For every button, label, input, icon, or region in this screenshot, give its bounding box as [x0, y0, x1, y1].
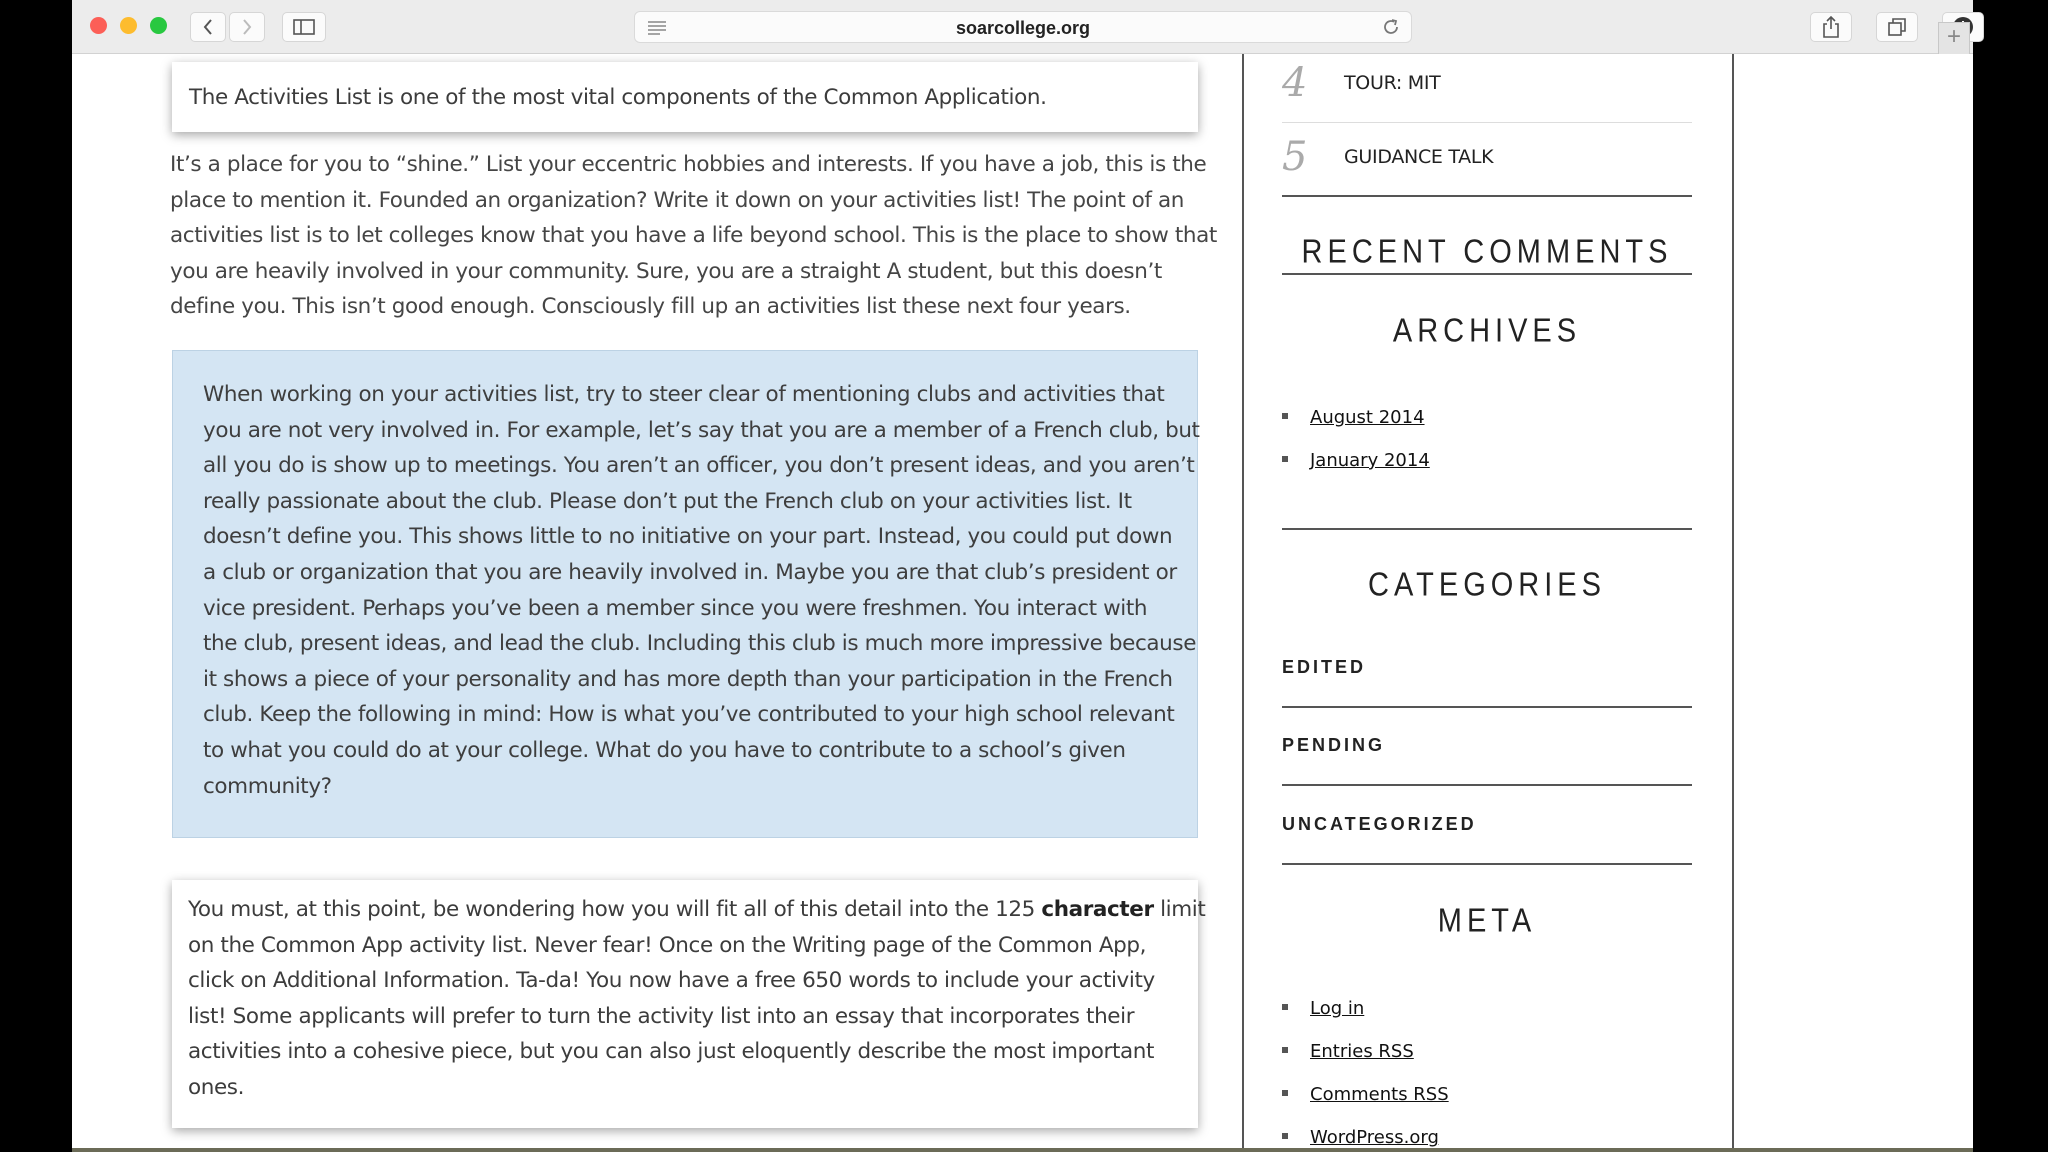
paragraph-line: place to mention it. Founded an organization? Write it down on your activities list! The point of an [170, 187, 1185, 213]
category-link[interactable]: UNCATEGORIZED [1282, 814, 1477, 834]
tip-box [172, 350, 1198, 838]
divider [1282, 273, 1692, 275]
popular-post-title[interactable]: GUIDANCE TALK [1344, 146, 1494, 168]
tip-line: really passionate about the club. Please don’t put the French club on your activities list. It [203, 488, 1132, 514]
tabs-icon [1887, 17, 1907, 37]
tip-line: When working on your activities list, try to steer clear of mentioning clubs and activities that [203, 382, 1165, 407]
popular-post-number: 4 [1282, 60, 1308, 106]
category-link[interactable]: EDITED [1282, 657, 1367, 677]
archive-link-item [1282, 450, 1430, 471]
callout-line: on the Common App activity list. Never fear! Once on the Writing page of the Common App, [188, 932, 1147, 958]
new-tab-button[interactable]: + [1938, 22, 1970, 54]
archive-link[interactable]: January 2014 [1310, 450, 1430, 471]
intro-callout [172, 62, 1198, 132]
tip-line: it shows a piece of your personality and has more depth than your participation in the French [203, 666, 1173, 692]
tip-line: club. Keep the following in mind: How is what you’ve contributed to your high school relevant [203, 702, 1175, 728]
tip-line: to what you could do at your college. What do you have to contribute to a school’s given [203, 737, 1126, 763]
browser-toolbar [72, 0, 1973, 54]
callout-line: click on Additional Information. Ta-da! You now have a free 650 words to include your activity [188, 968, 1155, 994]
paragraph-line: activities list is to let colleges know that you have a life beyond school. This is the place to show that [170, 223, 1217, 249]
bullet [1282, 1047, 1288, 1053]
divider [1282, 784, 1692, 786]
popular-post-number: 5 [1282, 134, 1308, 180]
zoom-window-button[interactable] [150, 17, 167, 34]
callout-bold-word: character [1041, 897, 1154, 922]
meta-link[interactable]: Log in [1310, 998, 1365, 1019]
callout-text: You must, at this point, be wondering how you will fit all of this detail into the 125 [188, 897, 1042, 922]
bottom-edge [72, 1148, 1973, 1152]
divider [1282, 195, 1692, 197]
url-text: soarcollege.org [955, 18, 1091, 38]
callout-line: ones. [188, 1074, 245, 1100]
meta-link-item [1282, 1041, 1414, 1062]
close-window-button[interactable] [90, 17, 107, 34]
bullet [1282, 1090, 1288, 1096]
callout-line [188, 892, 1206, 928]
archive-link[interactable]: August 2014 [1310, 407, 1425, 428]
tip-line: vice president. Perhaps you’ve been a member since you were freshmen. You interact with [203, 595, 1148, 621]
sidebar-toggle-button[interactable] [282, 12, 326, 42]
popular-post-item[interactable] [1282, 128, 1692, 202]
tip-line: a club or organization that you are heavily involved in. Maybe you are that club’s president or [203, 559, 1177, 585]
divider [1282, 122, 1692, 123]
bullet [1282, 456, 1288, 462]
callout-text: limit [1153, 897, 1206, 922]
paragraph-line: It’s a place for you to “shine.” List your eccentric hobbies and interests. If you have a job, this is the [170, 152, 1207, 177]
tip-line: community? [203, 773, 332, 799]
share-button[interactable] [1810, 12, 1852, 42]
divider [1282, 863, 1692, 865]
minimize-window-button[interactable] [120, 17, 137, 34]
sidebar-divider [1242, 54, 1244, 1148]
bullet [1282, 413, 1288, 419]
tip-line: doesn’t define you. This shows little to no initiative on your part. Instead, you could put down [203, 524, 1173, 550]
share-icon [1822, 16, 1840, 38]
meta-link-item [1282, 1127, 1439, 1148]
chevron-right-icon [241, 18, 253, 36]
article-content [170, 54, 1217, 1148]
archives-heading: ARCHIVES [1392, 312, 1582, 350]
paragraph-line: define you. This isn’t good enough. Consciously fill up an activities list these next four years. [170, 294, 1131, 320]
meta-link-item [1282, 998, 1364, 1019]
tabs-overview-button[interactable] [1876, 12, 1918, 42]
categories-heading: CATEGORIES [1368, 566, 1606, 604]
meta-heading: META [1437, 902, 1537, 940]
bullet [1282, 1004, 1288, 1010]
tip-line: the club, present ideas, and lead the club. Including this club is much more impressive because [203, 631, 1197, 657]
sidebar [1282, 54, 1692, 1148]
intro-callout-text: The Activities List is one of the most vital components of the Common Application. [189, 85, 1047, 110]
meta-link-item [1282, 1084, 1449, 1105]
paragraph-line: you are heavily involved in your community. Sure, you are a straight A student, but this doesn’t [170, 258, 1162, 284]
callout-line: list! Some applicants will prefer to turn the activity list into an essay that incorporates their [188, 1003, 1135, 1029]
meta-link[interactable]: WordPress.org [1310, 1127, 1439, 1148]
forward-button[interactable] [229, 12, 265, 42]
back-button[interactable] [190, 12, 226, 42]
popular-post-item[interactable] [1282, 54, 1692, 128]
chevron-left-icon [202, 18, 214, 36]
character-limit-callout [172, 880, 1206, 1128]
category-link[interactable]: PENDING [1282, 735, 1386, 755]
popular-post-title[interactable]: TOUR: MIT [1344, 72, 1441, 94]
divider [1282, 528, 1692, 530]
recent-comments-heading: RECENT COMMENTS [1301, 233, 1673, 271]
page-right-border [1732, 54, 1734, 1148]
article-paragraph [170, 147, 1217, 325]
address-bar[interactable] [634, 11, 1412, 43]
archive-link-item [1282, 407, 1425, 428]
bullet [1282, 1133, 1288, 1139]
tip-line: you are not very involved in. For example, let’s say that you are a member of a French club, but [203, 417, 1200, 443]
sidebar-icon [293, 19, 315, 35]
reload-icon[interactable] [1381, 17, 1401, 37]
callout-line: activities into a cohesive piece, but you can also just eloquently describe the most important [188, 1039, 1155, 1065]
meta-link[interactable]: Entries RSS [1310, 1041, 1414, 1062]
tip-line: all you do is show up to meetings. You aren’t an officer, you don’t present ideas, and you aren’t [203, 453, 1195, 479]
meta-link[interactable]: Comments RSS [1310, 1084, 1449, 1105]
divider [1282, 706, 1692, 708]
